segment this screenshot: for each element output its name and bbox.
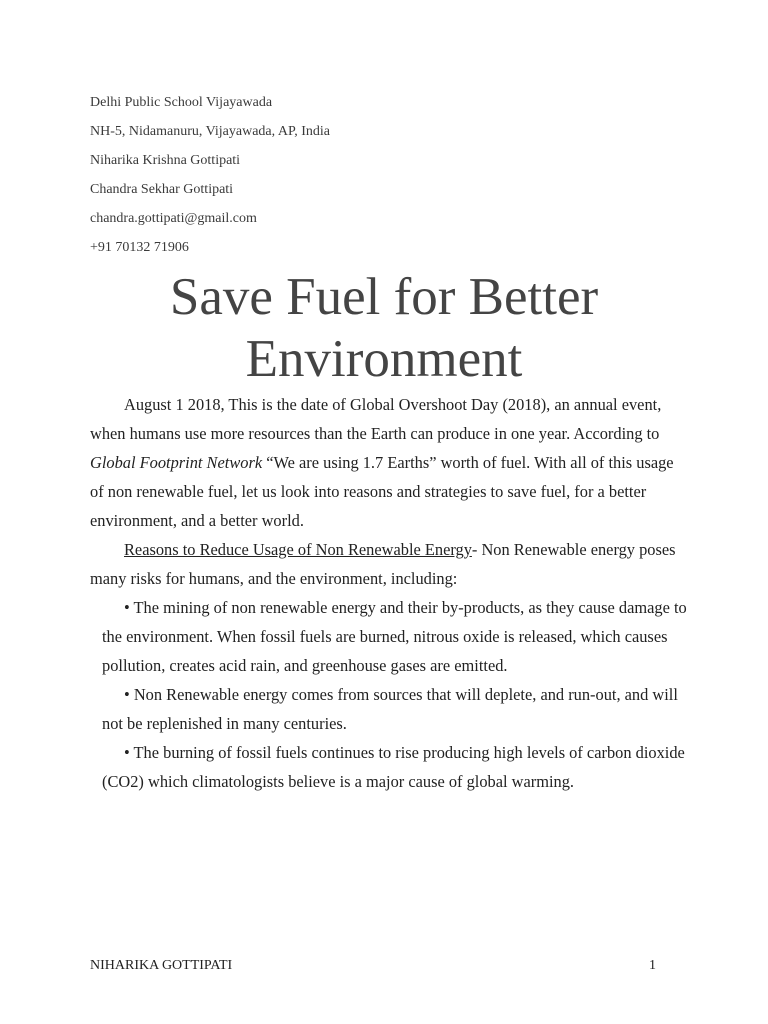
title-line-1: Save Fuel for Better bbox=[169, 268, 599, 326]
school-name: Delhi Public School Vijayawada bbox=[90, 95, 273, 110]
page-title bbox=[0, 266, 768, 390]
school-address: NH-5, Nidamanuru, Vijayawada, AP, India bbox=[90, 124, 330, 139]
footer-author: NIHARIKA GOTTIPATI bbox=[90, 958, 233, 973]
intro-text-end: “We are using 1.7 Earths” worth of fuel. With all of this usage of non renewable fuel, let us look into reasons and strategies to save fuel, for a better environment, and a better world. bbox=[90, 453, 674, 530]
intro-text-start: August 1 2018, This is the date of Global Overshoot Day (2018), an annual event, when humans use more resources than the Earth can produce in one year. According to bbox=[90, 395, 662, 443]
parent-name: Chandra Sekhar Gottipati bbox=[90, 182, 234, 197]
bullet-item-depletion: • Non Renewable energy comes from sources that will deplete, and run-out, and will not be replenished in many centuries. bbox=[102, 685, 678, 733]
email-address: chandra.gottipati@gmail.com bbox=[90, 211, 257, 226]
student-name: Niharika Krishna Gottipati bbox=[90, 153, 241, 168]
reasons-paragraph bbox=[90, 535, 690, 593]
reasons-heading: Reasons to Reduce Usage of Non Renewable Energy bbox=[124, 540, 472, 559]
phone-number: +91 70132 71906 bbox=[90, 240, 189, 255]
title-line-2: Environment bbox=[245, 330, 523, 388]
body-text bbox=[90, 390, 690, 796]
reasons-text: - Non Renewable energy poses many risks for humans, and the environment, including: bbox=[90, 540, 676, 588]
bullet-item-mining: • The mining of non renewable energy and their by-products, as they cause damage to the environment. When fossil fuels are burned, nitrous oxide is released, which causes pollution, creates acid rain, and greenhouse gases are emitted. bbox=[102, 598, 687, 675]
intro-paragraph bbox=[90, 390, 690, 535]
bullet-item-carbon-dioxide: • The burning of fossil fuels continues to rise producing high levels of carbon dioxide (CO2) which climatologists believe is a major cause of global warming. bbox=[102, 743, 685, 791]
page-number: 1 bbox=[649, 958, 656, 973]
intro-italic-source: Global Footprint Network bbox=[90, 453, 263, 472]
header-block bbox=[90, 88, 330, 262]
